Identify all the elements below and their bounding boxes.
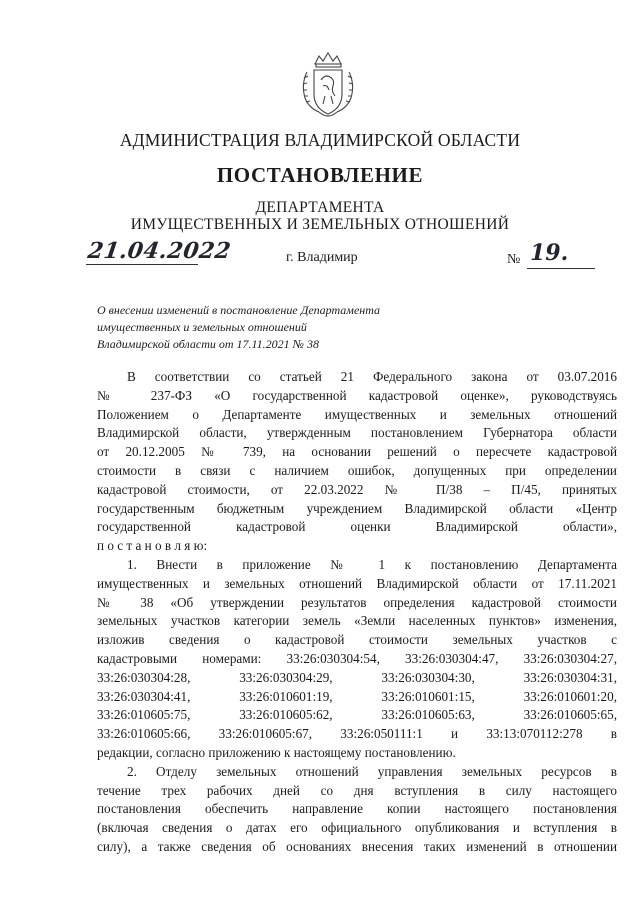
body-line: 2. Отделу земельных отношений управления земельных ресурсов в	[127, 763, 617, 779]
body-line: редакции, согласно приложению к настоящему постановлению.	[97, 744, 456, 760]
body-line: государственной кадастровой оценки Владимирской области»,	[97, 519, 617, 535]
body-line: 33:26:030304:28, 33:26:030304:29, 33:26:030304:30, 33:26:030304:31,	[97, 669, 617, 685]
body-line: В соответствии со статьей 21 Федерального закона от 03.07.2016	[127, 369, 617, 384]
body-line: № 237-ФЗ «О государственной кадастровой оценке», руководствуясь	[97, 387, 617, 403]
number-underline	[527, 268, 595, 269]
organization-title: АДМИНИСТРАЦИЯ ВЛАДИМИРСКОЙ ОБЛАСТИ	[119, 130, 521, 150]
body-line: имущественных и земельных отношений Владимирской области от 17.11.2021	[97, 575, 617, 591]
body-line: № 38 «Об утверждении результатов определения кадастровой стоимости	[97, 594, 617, 610]
document-subject	[97, 302, 427, 353]
body-line: постановления обеспечить направление копии настоящего постановления	[97, 801, 617, 817]
document-type: ПОСТАНОВЛЕНИЕ	[216, 163, 424, 187]
subject-line: Владимирской области от 17.11.2021 № 38	[97, 337, 319, 351]
body-line: кадастровыми номерами: 33:26:030304:54, 33:26:030304:47, 33:26:030304:27,	[97, 650, 617, 666]
body-line: земельных участков категории земель «Земли населенных пунктов» изменения,	[97, 613, 617, 629]
body-line: силу), а также сведения об основаниях внесения таких изменений в отношении	[97, 838, 617, 854]
department-line-2: ИМУЩЕСТВЕННЫХ И ЗЕМЕЛЬНЫХ ОТНОШЕНИЙ	[130, 216, 510, 233]
body-line-resolve: п о с т а н о в л я ю:	[97, 538, 208, 554]
number-sign: №	[507, 252, 521, 267]
body-line: 1. Внести в приложение № 1 к постановлению Департамента	[127, 556, 617, 572]
city: г. Владимир	[286, 250, 358, 265]
body-line: стоимости в связи с наличием ошибок, допущенных при определении	[97, 462, 617, 478]
department-line-1: ДЕПАРТАМЕНТА	[255, 199, 385, 216]
body-line: 33:26:010605:66, 33:26:010605:67, 33:26:050111:1 и 33:13:070112:278 в	[97, 726, 617, 742]
document-body	[97, 368, 617, 857]
coat-of-arms-emblem	[297, 50, 359, 122]
body-line: государственным бюджетным учреждением Владимирской области «Центр	[97, 500, 617, 516]
body-line: 33:26:030304:41, 33:26:010601:19, 33:26:010601:15, 33:26:010601:20,	[97, 688, 617, 704]
body-line: (включая сведения о датах его официального опубликования и вступления в	[97, 820, 617, 836]
body-line: от 20.12.2005 № 739, на основании решений о пересчете кадастровой	[97, 444, 617, 460]
subject-line: О внесении изменений в постановление Департамента	[97, 303, 381, 317]
body-line: Положением о Департаменте имущественных и земельных отношений	[97, 406, 617, 422]
date-underline	[86, 264, 198, 265]
body-line: 33:26:010605:75, 33:26:010605:62, 33:26:010605:63, 33:26:010605:65,	[97, 707, 617, 723]
subject-line: имущественных и земельных отношений	[97, 320, 307, 334]
body-line: изложив сведения о кадастровой стоимости земельных участков с	[97, 632, 617, 648]
body-line: кадастровой стоимости, от 22.03.2022 № П/38 – П/45, принятых	[97, 481, 617, 497]
handwritten-number: 19.	[530, 240, 569, 266]
handwritten-date: 21.04.2022	[86, 238, 233, 264]
body-line: течение трех рабочих дней со дня вступления в силу настоящего	[97, 782, 617, 798]
body-line: Владимирской области, утвержденным постановлением Губернатора области	[97, 425, 617, 441]
